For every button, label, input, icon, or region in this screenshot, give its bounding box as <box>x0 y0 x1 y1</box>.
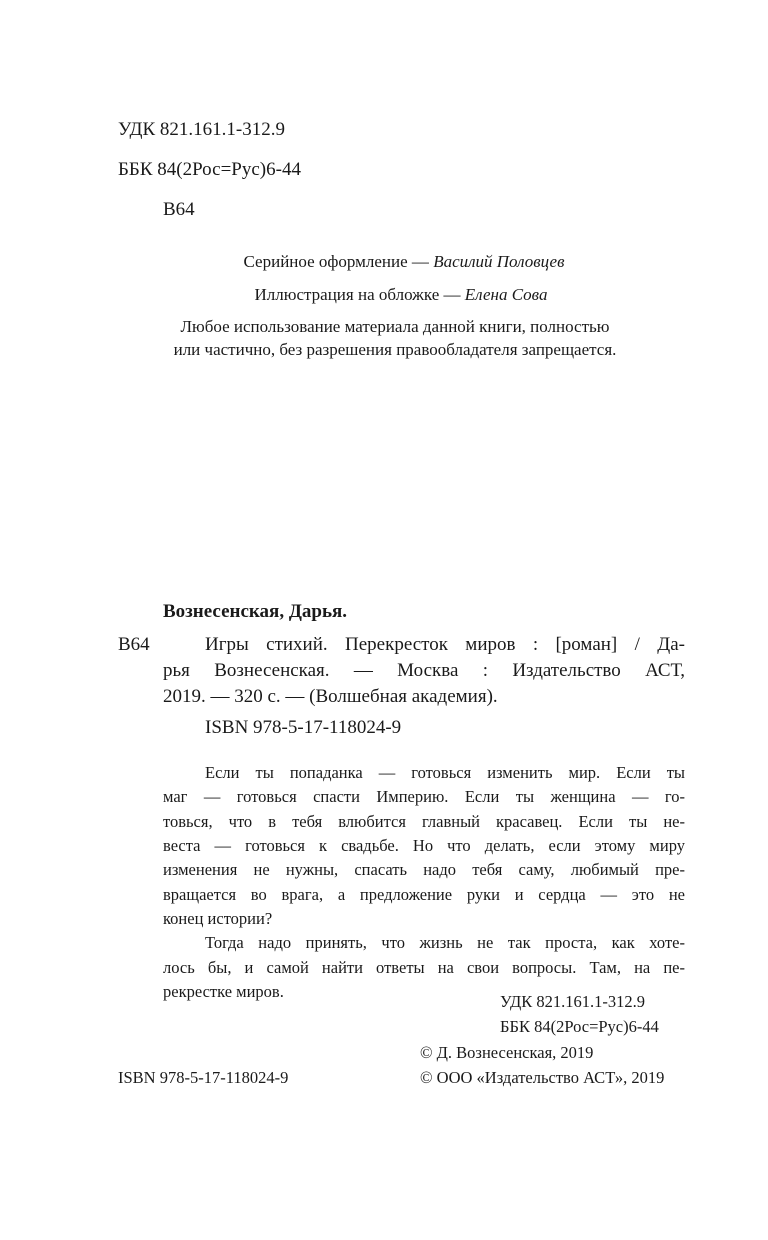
footer-bbk: ББК 84(2Рос=Рус)6-44 <box>500 1017 659 1036</box>
copyright-publisher: © ООО «Издательство АСТ», 2019 <box>420 1068 665 1087</box>
series-design-label: Серийное оформление — <box>243 252 429 271</box>
footer-udk: УДК 821.161.1-312.9 <box>500 992 646 1011</box>
catalog-description-line: 2019. — 320 с. — (Волшебная академия). <box>163 686 498 707</box>
annotation-line: Если ты попаданка — готовься изменить мир. Если ты <box>205 763 685 782</box>
series-design-credit <box>0 250 768 274</box>
annotation-line: маг — готовься спасти Империю. Если ты женщина — го- <box>163 787 685 806</box>
udk-code: УДК 821.161.1-312.9 <box>118 119 285 140</box>
annotation-line: вращается во врага, а предложение руки и сердца — это не <box>163 885 685 904</box>
annotation-line: конец истории? <box>163 909 273 928</box>
copyright-notice-line: Любое использование материала данной книги, полностью <box>180 317 610 336</box>
annotation-line: товься, что в тебя влюбится главный красавец. Если ты не- <box>163 812 685 831</box>
catalog-description-line: рья Вознесенская. — Москва : Издательство АСТ, <box>163 660 685 681</box>
cover-illustration-name: Елена Сова <box>464 285 548 304</box>
catalog-isbn: ISBN 978-5-17-118024-9 <box>205 717 402 738</box>
author-mark: В64 <box>163 199 195 220</box>
catalog-mark: В64 <box>118 634 150 655</box>
copyright-notice-line: или частично, без разрешения правообладателя запрещается. <box>173 340 617 359</box>
annotation-line: изменения не нужны, спасать надо тебя саму, любимый пре- <box>163 860 685 879</box>
catalog-author: Вознесенская, Дарья. <box>163 601 348 622</box>
annotation-line: рекрестке миров. <box>163 982 284 1001</box>
annotation-line: Тогда надо принять, что жизнь не так проста, как хоте- <box>205 933 685 952</box>
cover-illustration-label: Иллюстрация на обложке — <box>254 285 461 304</box>
cover-illustration-credit <box>0 283 768 307</box>
annotation-line: веста — готовься к свадьбе. Но что делать, если этому миру <box>163 836 685 855</box>
copyright-author: © Д. Вознесенская, 2019 <box>420 1043 594 1062</box>
catalog-description-line: Игры стихий. Перекресток миров : [роман] / Да- <box>205 634 685 655</box>
series-design-name: Василий Половцев <box>433 252 565 271</box>
bbk-code: ББК 84(2Рос=Рус)6-44 <box>118 159 301 180</box>
annotation-line: лось бы, и самой найти ответы на свои вопросы. Там, на пе- <box>163 958 685 977</box>
footer-isbn: ISBN 978-5-17-118024-9 <box>118 1068 289 1087</box>
